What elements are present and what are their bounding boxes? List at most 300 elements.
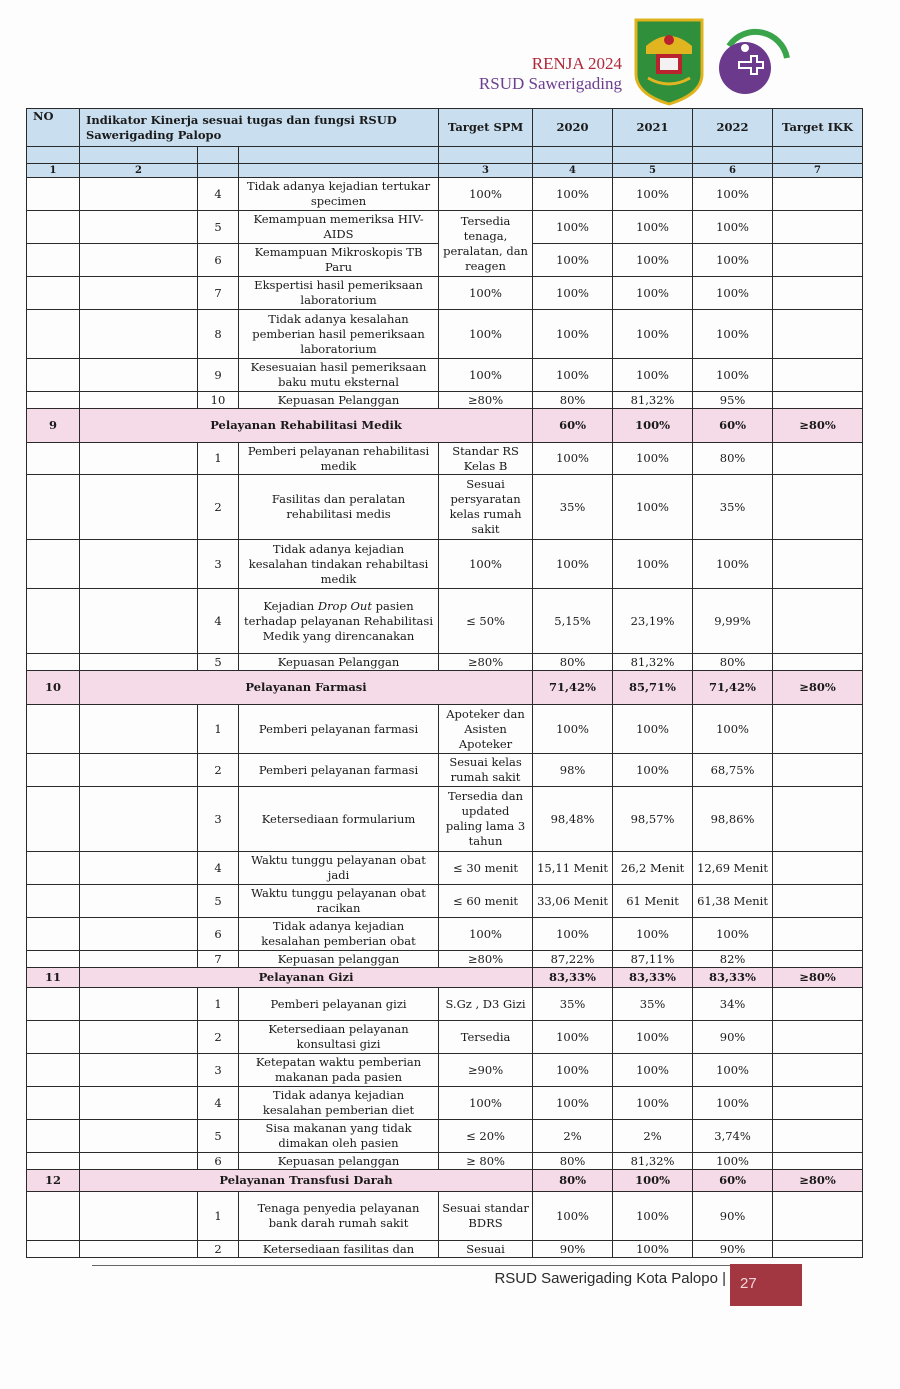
value-2021: 100% bbox=[613, 1192, 693, 1241]
section-value-2020: 60% bbox=[533, 409, 613, 443]
target-spm: ≥80% bbox=[439, 392, 533, 409]
section-number: 9 bbox=[27, 409, 80, 443]
indicator-text: Kepuasan Pelanggan bbox=[239, 654, 439, 671]
target-ikk bbox=[773, 988, 863, 1021]
value-2020: 98,48% bbox=[533, 787, 613, 852]
section-value-2022: 83,33% bbox=[693, 968, 773, 988]
value-2020: 100% bbox=[533, 277, 613, 310]
value-2020: 100% bbox=[533, 540, 613, 589]
col-number: 7 bbox=[773, 164, 863, 178]
empty-cell bbox=[80, 1192, 198, 1241]
empty-cell bbox=[80, 310, 198, 359]
target-ikk bbox=[773, 754, 863, 787]
value-2020: 5,15% bbox=[533, 589, 613, 654]
section-value-2022: 60% bbox=[693, 1170, 773, 1192]
value-2022: 82% bbox=[693, 951, 773, 968]
target-ikk bbox=[773, 1120, 863, 1153]
sub-number: 4 bbox=[198, 852, 239, 885]
empty-cell bbox=[80, 178, 198, 211]
col-number: 1 bbox=[27, 164, 80, 178]
table-row bbox=[27, 885, 863, 918]
empty-cell bbox=[27, 1241, 80, 1258]
target-spm: Tersedia bbox=[439, 1021, 533, 1054]
value-2021: 100% bbox=[613, 1021, 693, 1054]
header-2021: 2021 bbox=[613, 109, 693, 147]
sub-number: 4 bbox=[198, 589, 239, 654]
indicator-text bbox=[239, 589, 439, 654]
value-2022: 61,38 Menit bbox=[693, 885, 773, 918]
sub-number: 2 bbox=[198, 1021, 239, 1054]
value-2021: 2% bbox=[613, 1120, 693, 1153]
header-spacer bbox=[533, 147, 613, 164]
table-row bbox=[27, 951, 863, 968]
sub-number: 8 bbox=[198, 310, 239, 359]
col-number-blank bbox=[239, 164, 439, 178]
header-spacer bbox=[239, 147, 439, 164]
indicator-text-part: pasien terhadap pelayanan Rehabilitasi Medik yang direncanakan bbox=[244, 598, 437, 643]
value-2020: 100% bbox=[533, 178, 613, 211]
indicator-text: Kesesuaian hasil pemeriksaan baku mutu eksternal bbox=[239, 359, 439, 392]
col-number: 5 bbox=[613, 164, 693, 178]
value-2020: 100% bbox=[533, 1021, 613, 1054]
indicator-text: Waktu tunggu pelayanan obat jadi bbox=[239, 852, 439, 885]
header-indicator: Indikator Kinerja sesuai tugas dan fungsi RSUD Sawerigading Palopo bbox=[80, 109, 439, 147]
sub-number: 2 bbox=[198, 475, 239, 540]
empty-cell bbox=[27, 310, 80, 359]
target-ikk bbox=[773, 475, 863, 540]
indicator-text: Ketersediaan formularium bbox=[239, 787, 439, 852]
section-value-2022: 71,42% bbox=[693, 671, 773, 705]
target-spm: ≤ 30 menit bbox=[439, 852, 533, 885]
value-2021: 81,32% bbox=[613, 654, 693, 671]
sub-number: 5 bbox=[198, 211, 239, 244]
empty-cell bbox=[27, 443, 80, 475]
table-row bbox=[27, 392, 863, 409]
header-title: RENJA 2024 bbox=[531, 54, 622, 73]
target-ikk bbox=[773, 787, 863, 852]
value-2020: 87,22% bbox=[533, 951, 613, 968]
indicator-text: Ketersediaan fasilitas dan bbox=[239, 1241, 439, 1258]
value-2022: 100% bbox=[693, 277, 773, 310]
target-ikk bbox=[773, 244, 863, 277]
target-ikk bbox=[773, 392, 863, 409]
value-2020: 15,11 Menit bbox=[533, 852, 613, 885]
section-value-2020: 83,33% bbox=[533, 968, 613, 988]
section-value-2020: 80% bbox=[533, 1170, 613, 1192]
section-number: 11 bbox=[27, 968, 80, 988]
target-ikk bbox=[773, 654, 863, 671]
value-2021: 61 Menit bbox=[613, 885, 693, 918]
target-spm: ≥80% bbox=[439, 951, 533, 968]
sub-number: 7 bbox=[198, 277, 239, 310]
target-ikk bbox=[773, 589, 863, 654]
col-number: 6 bbox=[693, 164, 773, 178]
empty-cell bbox=[80, 443, 198, 475]
hospital-logo bbox=[717, 18, 791, 108]
indicator-text: Ketersediaan pelayanan konsultasi gizi bbox=[239, 1021, 439, 1054]
empty-cell bbox=[80, 1120, 198, 1153]
empty-cell bbox=[27, 988, 80, 1021]
target-spm: ≤ 60 menit bbox=[439, 885, 533, 918]
table-row bbox=[27, 1241, 863, 1258]
value-2020: 100% bbox=[533, 359, 613, 392]
indicator-text: Pemberi pelayanan gizi bbox=[239, 988, 439, 1021]
empty-cell bbox=[80, 852, 198, 885]
empty-cell bbox=[80, 654, 198, 671]
value-2021: 100% bbox=[613, 443, 693, 475]
table-row bbox=[27, 1153, 863, 1170]
target-spm: ≥ 80% bbox=[439, 1153, 533, 1170]
header-2020: 2020 bbox=[533, 109, 613, 147]
empty-cell bbox=[80, 1054, 198, 1087]
empty-cell bbox=[27, 1021, 80, 1054]
header-spacer bbox=[773, 147, 863, 164]
sub-number: 6 bbox=[198, 244, 239, 277]
target-ikk bbox=[773, 1192, 863, 1241]
section-target-ikk: ≥80% bbox=[773, 671, 863, 705]
indicator-text-emphasis: Drop Out bbox=[317, 598, 372, 613]
table-row bbox=[27, 540, 863, 589]
empty-cell bbox=[27, 705, 80, 754]
target-ikk bbox=[773, 1153, 863, 1170]
value-2022: 90% bbox=[693, 1021, 773, 1054]
table-row bbox=[27, 918, 863, 951]
sub-number: 6 bbox=[198, 918, 239, 951]
empty-cell bbox=[27, 475, 80, 540]
sub-number: 3 bbox=[198, 787, 239, 852]
empty-cell bbox=[27, 392, 80, 409]
sub-number: 2 bbox=[198, 754, 239, 787]
empty-cell bbox=[27, 1120, 80, 1153]
section-value-2021: 85,71% bbox=[613, 671, 693, 705]
section-row bbox=[27, 968, 863, 988]
indicator-text: Tidak adanya kejadian kesalahan pemberian diet bbox=[239, 1087, 439, 1120]
target-ikk bbox=[773, 211, 863, 244]
value-2022: 100% bbox=[693, 918, 773, 951]
empty-cell bbox=[80, 392, 198, 409]
performance-indicator-table bbox=[26, 108, 863, 1258]
value-2022: 100% bbox=[693, 211, 773, 244]
empty-cell bbox=[80, 918, 198, 951]
section-value-2021: 83,33% bbox=[613, 968, 693, 988]
empty-cell bbox=[80, 1153, 198, 1170]
indicator-text: Kepuasan Pelanggan bbox=[239, 392, 439, 409]
table-row bbox=[27, 443, 863, 475]
value-2021: 100% bbox=[613, 918, 693, 951]
target-ikk bbox=[773, 178, 863, 211]
value-2021: 26,2 Menit bbox=[613, 852, 693, 885]
value-2021: 100% bbox=[613, 211, 693, 244]
target-spm: 100% bbox=[439, 310, 533, 359]
value-2021: 81,32% bbox=[613, 1153, 693, 1170]
header-subtitle: RSUD Sawerigading bbox=[478, 74, 622, 93]
sub-number: 7 bbox=[198, 951, 239, 968]
target-ikk bbox=[773, 1021, 863, 1054]
sub-number: 1 bbox=[198, 988, 239, 1021]
value-2021: 100% bbox=[613, 475, 693, 540]
target-ikk bbox=[773, 1241, 863, 1258]
target-ikk bbox=[773, 852, 863, 885]
sub-number: 1 bbox=[198, 443, 239, 475]
sub-number: 3 bbox=[198, 540, 239, 589]
empty-cell bbox=[27, 359, 80, 392]
col-number: 2 bbox=[80, 164, 198, 178]
empty-cell bbox=[27, 1153, 80, 1170]
indicator-text: Tenaga penyedia pelayanan bank darah rumah sakit bbox=[239, 1192, 439, 1241]
header-spacer bbox=[198, 147, 239, 164]
value-2021: 87,11% bbox=[613, 951, 693, 968]
sub-number: 4 bbox=[198, 178, 239, 211]
indicator-text: Ketepatan waktu pemberian makanan pada pasien bbox=[239, 1054, 439, 1087]
empty-cell bbox=[80, 951, 198, 968]
table-row bbox=[27, 1087, 863, 1120]
col-number-blank bbox=[198, 164, 239, 178]
empty-cell bbox=[27, 852, 80, 885]
value-2022: 100% bbox=[693, 540, 773, 589]
empty-cell bbox=[80, 540, 198, 589]
empty-cell bbox=[80, 475, 198, 540]
value-2021: 23,19% bbox=[613, 589, 693, 654]
indicator-text: Fasilitas dan peralatan rehabilitasi medis bbox=[239, 475, 439, 540]
target-spm: ≥90% bbox=[439, 1054, 533, 1087]
table-row bbox=[27, 1054, 863, 1087]
value-2020: 100% bbox=[533, 211, 613, 244]
value-2022: 100% bbox=[693, 1054, 773, 1087]
table-row bbox=[27, 475, 863, 540]
target-spm: Sesuai persyaratan kelas rumah sakit bbox=[439, 475, 533, 540]
empty-cell bbox=[80, 988, 198, 1021]
value-2021: 100% bbox=[613, 359, 693, 392]
target-spm: Sesuai kelas rumah sakit bbox=[439, 754, 533, 787]
target-spm: 100% bbox=[439, 359, 533, 392]
table-row bbox=[27, 310, 863, 359]
value-2020: 100% bbox=[533, 310, 613, 359]
value-2021: 100% bbox=[613, 754, 693, 787]
indicator-text: Tidak adanya kejadian kesalahan tindakan rehabiltasi medik bbox=[239, 540, 439, 589]
empty-cell bbox=[27, 1087, 80, 1120]
target-spm: ≥80% bbox=[439, 654, 533, 671]
empty-cell bbox=[80, 1021, 198, 1054]
indicator-text: Tidak adanya kesalahan pemberian hasil pemeriksaan laboratorium bbox=[239, 310, 439, 359]
value-2020: 100% bbox=[533, 1192, 613, 1241]
value-2022: 100% bbox=[693, 244, 773, 277]
empty-cell bbox=[27, 951, 80, 968]
value-2020: 35% bbox=[533, 475, 613, 540]
value-2022: 98,86% bbox=[693, 787, 773, 852]
table-row bbox=[27, 988, 863, 1021]
value-2022: 9,99% bbox=[693, 589, 773, 654]
empty-cell bbox=[27, 589, 80, 654]
indicator-text: Pemberi pelayanan farmasi bbox=[239, 705, 439, 754]
section-target-ikk: ≥80% bbox=[773, 409, 863, 443]
empty-cell bbox=[27, 178, 80, 211]
header-no: NO bbox=[27, 109, 80, 147]
value-2022: 90% bbox=[693, 1241, 773, 1258]
indicator-text: Ekspertisi hasil pemeriksaan laboratorium bbox=[239, 277, 439, 310]
section-row bbox=[27, 1170, 863, 1192]
value-2020: 100% bbox=[533, 244, 613, 277]
empty-cell bbox=[27, 277, 80, 310]
target-ikk bbox=[773, 1087, 863, 1120]
value-2020: 35% bbox=[533, 988, 613, 1021]
value-2020: 98% bbox=[533, 754, 613, 787]
value-2020: 100% bbox=[533, 705, 613, 754]
value-2020: 2% bbox=[533, 1120, 613, 1153]
value-2020: 90% bbox=[533, 1241, 613, 1258]
header-target-ikk: Target IKK bbox=[773, 109, 863, 147]
empty-cell bbox=[27, 211, 80, 244]
col-number: 3 bbox=[439, 164, 533, 178]
target-spm: Standar RS Kelas B bbox=[439, 443, 533, 475]
target-ikk bbox=[773, 443, 863, 475]
sub-number: 6 bbox=[198, 1153, 239, 1170]
target-spm: 100% bbox=[439, 918, 533, 951]
section-value-2021: 100% bbox=[613, 1170, 693, 1192]
empty-cell bbox=[27, 918, 80, 951]
target-ikk bbox=[773, 540, 863, 589]
section-title: Pelayanan Farmasi bbox=[80, 671, 533, 705]
table-row bbox=[27, 787, 863, 852]
target-spm: 100% bbox=[439, 1087, 533, 1120]
empty-cell bbox=[80, 787, 198, 852]
footer-text: RSUD Sawerigading Kota Palopo | bbox=[494, 1270, 726, 1287]
footer-divider bbox=[92, 1265, 732, 1266]
sub-number: 4 bbox=[198, 1087, 239, 1120]
sub-number: 5 bbox=[198, 1120, 239, 1153]
empty-cell bbox=[27, 1192, 80, 1241]
indicator-text: Tidak adanya kejadian kesalahan pemberian obat bbox=[239, 918, 439, 951]
indicator-text: Kemampuan Mikroskopis TB Paru bbox=[239, 244, 439, 277]
header-2022: 2022 bbox=[693, 109, 773, 147]
table-row bbox=[27, 852, 863, 885]
value-2020: 80% bbox=[533, 1153, 613, 1170]
indicator-text: Sisa makanan yang tidak dimakan oleh pasien bbox=[239, 1120, 439, 1153]
value-2021: 35% bbox=[613, 988, 693, 1021]
empty-cell bbox=[27, 244, 80, 277]
empty-cell bbox=[27, 787, 80, 852]
indicator-text: Tidak adanya kejadian tertukar specimen bbox=[239, 178, 439, 211]
table-row bbox=[27, 211, 863, 244]
value-2022: 100% bbox=[693, 178, 773, 211]
table-row bbox=[27, 754, 863, 787]
indicator-text-part: Kejadian bbox=[263, 598, 318, 613]
target-spm: Apoteker dan Asisten Apoteker bbox=[439, 705, 533, 754]
indicator-text: Pemberi pelayanan farmasi bbox=[239, 754, 439, 787]
empty-cell bbox=[80, 211, 198, 244]
value-2022: 100% bbox=[693, 1087, 773, 1120]
sub-number: 10 bbox=[198, 392, 239, 409]
target-spm: ≤ 50% bbox=[439, 589, 533, 654]
document-header bbox=[479, 54, 622, 94]
value-2021: 100% bbox=[613, 277, 693, 310]
target-spm: 100% bbox=[439, 277, 533, 310]
section-title: Pelayanan Transfusi Darah bbox=[80, 1170, 533, 1192]
sub-number: 5 bbox=[198, 654, 239, 671]
header-target-spm: Target SPM bbox=[439, 109, 533, 147]
target-spm: 100% bbox=[439, 178, 533, 211]
target-spm: ≤ 20% bbox=[439, 1120, 533, 1153]
value-2021: 100% bbox=[613, 244, 693, 277]
section-value-2021: 100% bbox=[613, 409, 693, 443]
section-number: 10 bbox=[27, 671, 80, 705]
section-row bbox=[27, 671, 863, 705]
section-title: Pelayanan Rehabilitasi Medik bbox=[80, 409, 533, 443]
value-2022: 35% bbox=[693, 475, 773, 540]
value-2020: 100% bbox=[533, 1054, 613, 1087]
value-2020: 100% bbox=[533, 443, 613, 475]
value-2022: 100% bbox=[693, 310, 773, 359]
value-2022: 100% bbox=[693, 1153, 773, 1170]
value-2020: 100% bbox=[533, 1087, 613, 1120]
value-2022: 80% bbox=[693, 443, 773, 475]
target-ikk bbox=[773, 918, 863, 951]
section-value-2022: 60% bbox=[693, 409, 773, 443]
value-2020: 80% bbox=[533, 654, 613, 671]
header-spacer bbox=[613, 147, 693, 164]
empty-cell bbox=[80, 277, 198, 310]
empty-cell bbox=[80, 705, 198, 754]
target-ikk bbox=[773, 310, 863, 359]
empty-cell bbox=[80, 589, 198, 654]
indicator-text: Kepuasan pelanggan bbox=[239, 1153, 439, 1170]
header-spacer bbox=[693, 147, 773, 164]
value-2020: 100% bbox=[533, 918, 613, 951]
table-row bbox=[27, 1120, 863, 1153]
value-2021: 100% bbox=[613, 310, 693, 359]
regional-emblem-logo bbox=[632, 16, 706, 106]
section-number: 12 bbox=[27, 1170, 80, 1192]
header-spacer bbox=[27, 147, 80, 164]
empty-cell bbox=[27, 1054, 80, 1087]
section-target-ikk: ≥80% bbox=[773, 1170, 863, 1192]
value-2021: 100% bbox=[613, 1241, 693, 1258]
value-2021: 81,32% bbox=[613, 392, 693, 409]
header-spacer bbox=[80, 147, 198, 164]
value-2022: 68,75% bbox=[693, 754, 773, 787]
section-row bbox=[27, 409, 863, 443]
value-2022: 12,69 Menit bbox=[693, 852, 773, 885]
empty-cell bbox=[80, 1087, 198, 1120]
value-2022: 90% bbox=[693, 1192, 773, 1241]
section-target-ikk: ≥80% bbox=[773, 968, 863, 988]
sub-number: 1 bbox=[198, 705, 239, 754]
value-2020: 33,06 Menit bbox=[533, 885, 613, 918]
indicator-text: Kemampuan memeriksa HIV-AIDS bbox=[239, 211, 439, 244]
value-2022: 95% bbox=[693, 392, 773, 409]
value-2020: 80% bbox=[533, 392, 613, 409]
target-spm: Sesuai standar BDRS bbox=[439, 1192, 533, 1241]
value-2021: 100% bbox=[613, 1054, 693, 1087]
sub-number: 5 bbox=[198, 885, 239, 918]
value-2022: 3,74% bbox=[693, 1120, 773, 1153]
table-row bbox=[27, 705, 863, 754]
col-number: 4 bbox=[533, 164, 613, 178]
table-row bbox=[27, 1192, 863, 1241]
indicator-text: Pemberi pelayanan rehabilitasi medik bbox=[239, 443, 439, 475]
target-spm: Tersedia tenaga, peralatan, dan reagen bbox=[439, 211, 533, 277]
page-number: 27 bbox=[730, 1264, 802, 1306]
empty-cell bbox=[80, 1241, 198, 1258]
target-spm: S.Gz , D3 Gizi bbox=[439, 988, 533, 1021]
empty-cell bbox=[27, 754, 80, 787]
target-ikk bbox=[773, 359, 863, 392]
empty-cell bbox=[80, 885, 198, 918]
value-2021: 100% bbox=[613, 1087, 693, 1120]
empty-cell bbox=[80, 244, 198, 277]
empty-cell bbox=[27, 885, 80, 918]
table-row bbox=[27, 1021, 863, 1054]
empty-cell bbox=[80, 754, 198, 787]
